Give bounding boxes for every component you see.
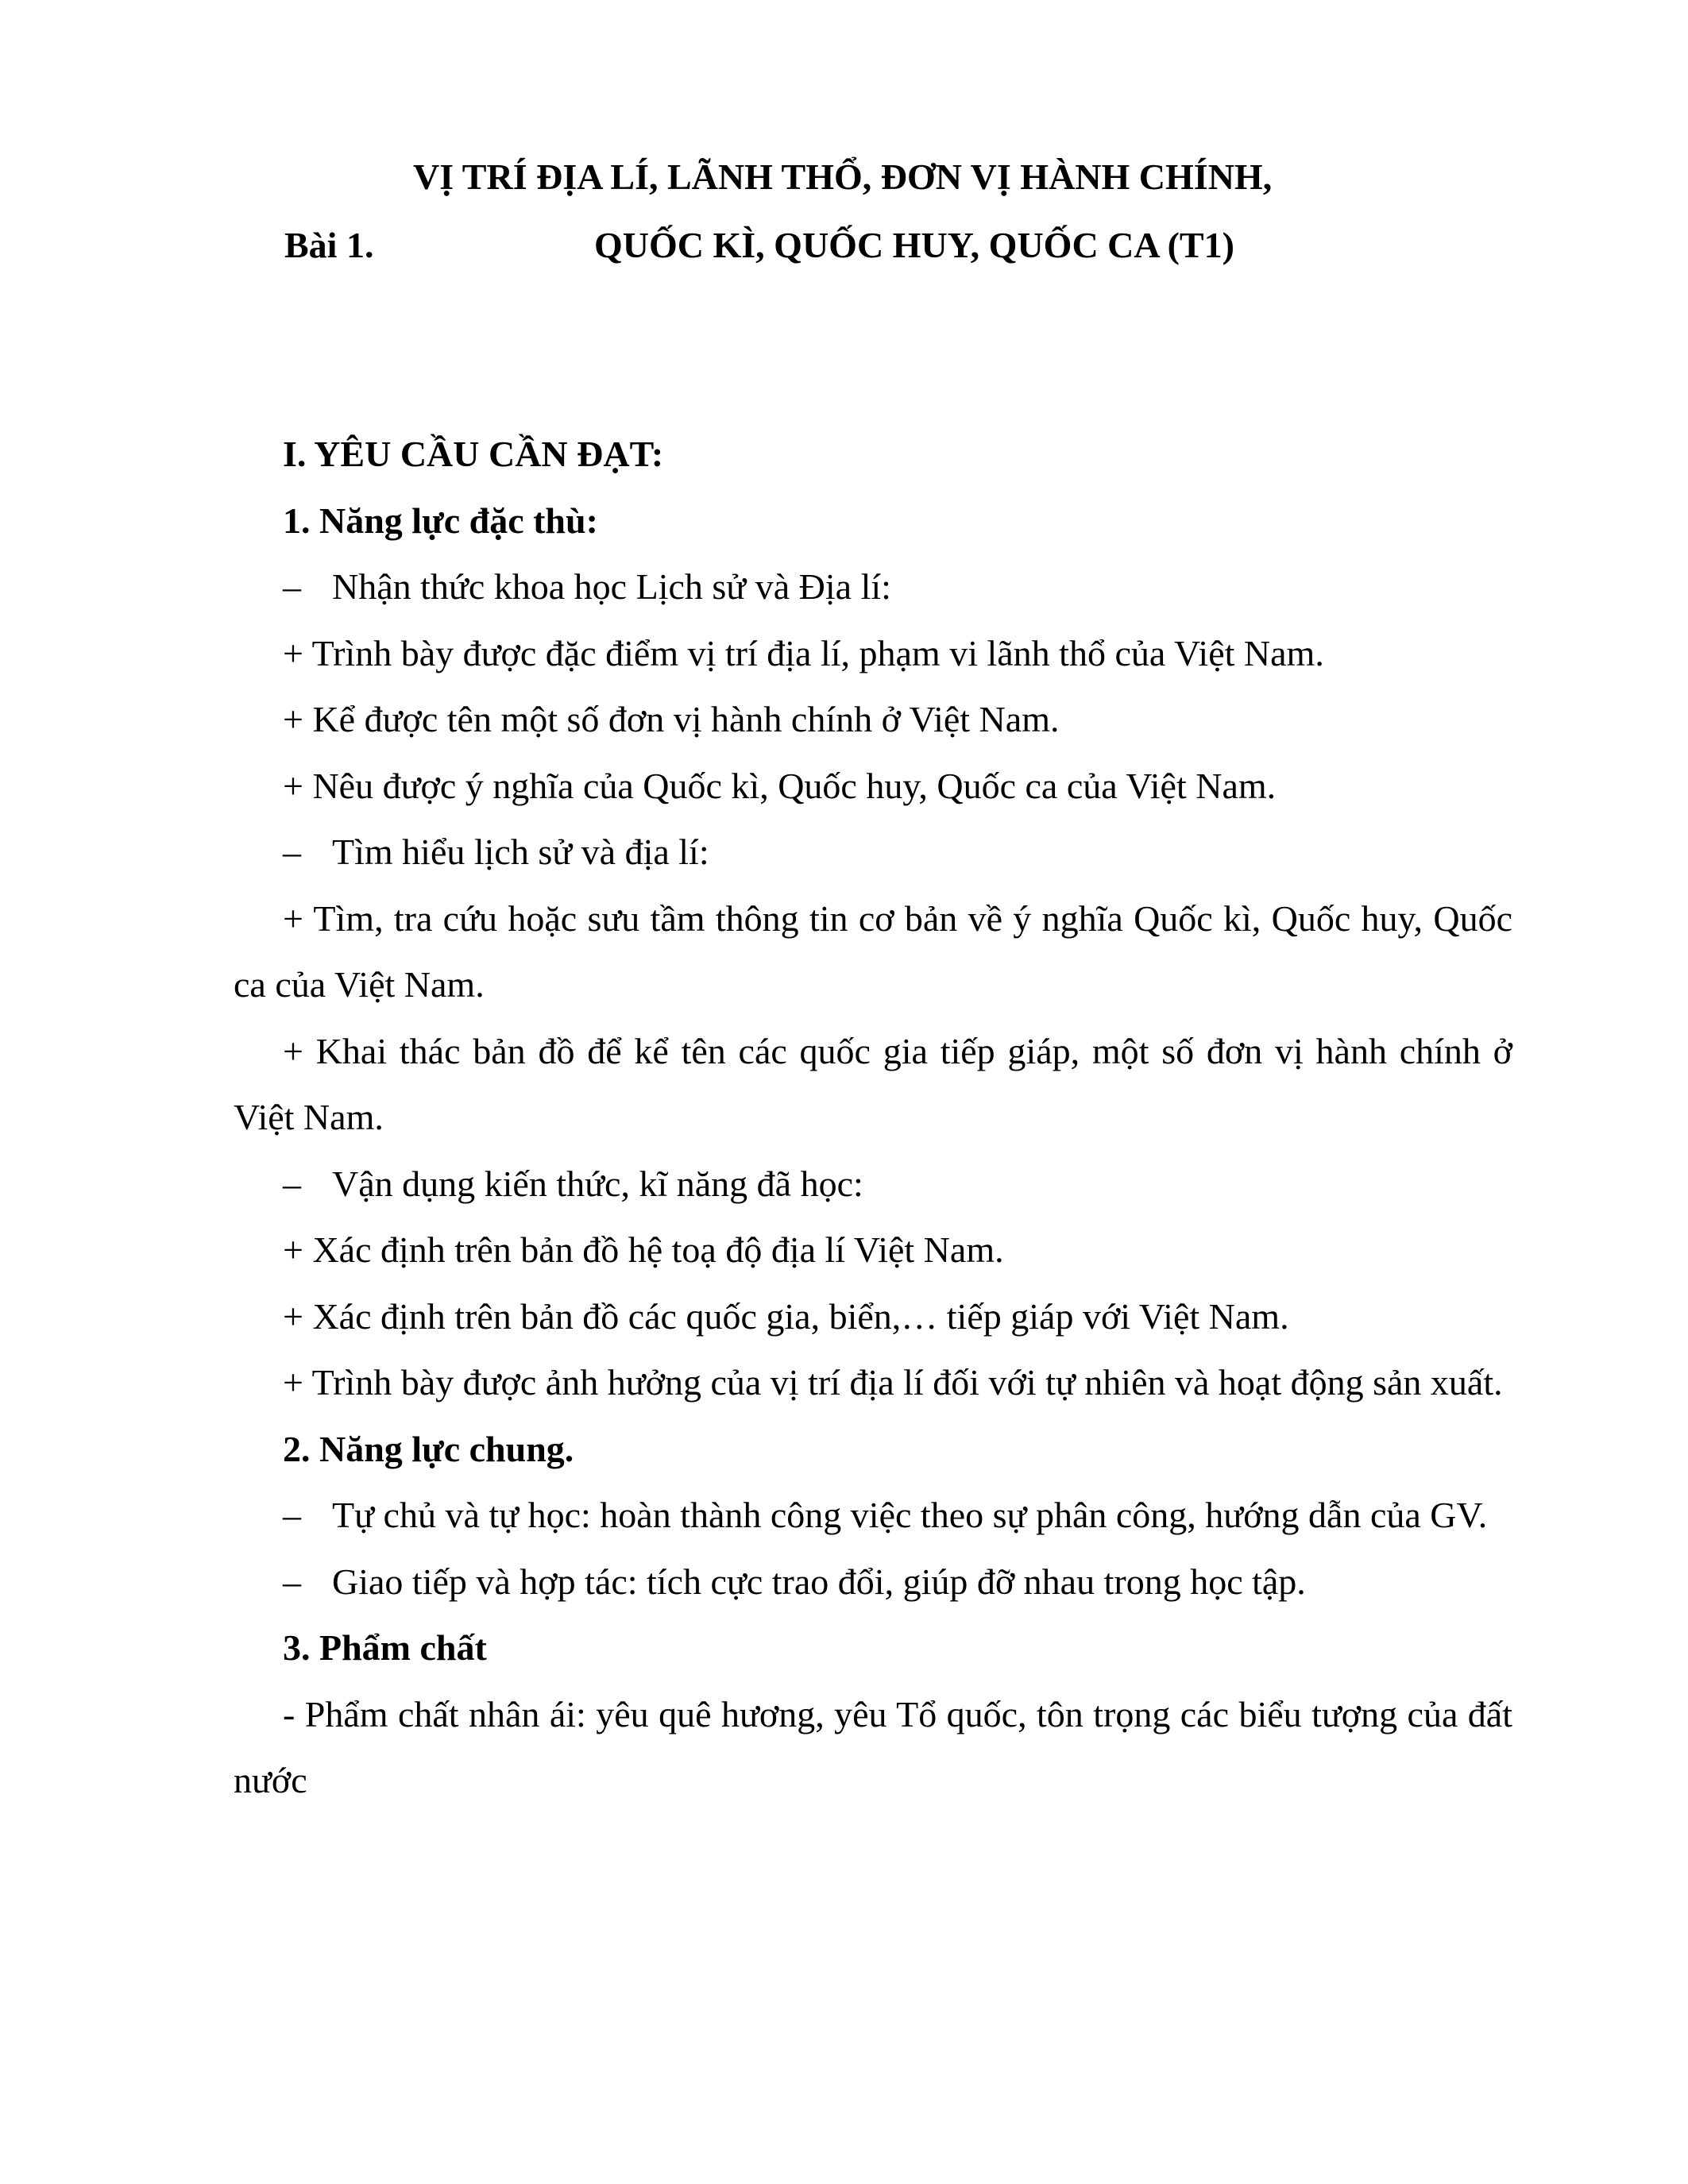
list-item: + Xác định trên bản đồ các quốc gia, biển,… tiếp giáp với Việt Nam. [283,1295,1289,1337]
list-item [234,1151,1512,1217]
dash-bullet: – [283,1561,301,1602]
subsection-heading-qualities: 3. Phẩm chất [283,1627,487,1668]
list-item: + Xác định trên bản đồ hệ toạ độ địa lí Việt Nam. [283,1229,1004,1270]
list-item [234,1549,1512,1615]
list-item: + Kể được tên một số đơn vị hành chính ở Việt Nam. [283,699,1060,739]
list-item: + Trình bày được ảnh hưởng của vị trí địa lí đối với tự nhiên và hoạt động sản xuất. [283,1362,1503,1403]
dash-bullet: – [283,1163,301,1204]
list-item: + Trình bày được đặc điểm vị trí địa lí, phạm vi lãnh thổ của Việt Nam. [283,632,1324,673]
list-item-text: Tự chủ và tự học: hoàn thành công việc theo sự phân công, hướng dẫn của GV. [332,1495,1488,1535]
subsection-heading-general-competence: 2. Năng lực chung. [283,1428,574,1469]
lesson-title-line1: VỊ TRÍ ĐỊA LÍ, LÃNH THỔ, ĐƠN VỊ HÀNH CHÍNH, [413,156,1273,197]
lesson-title-line2: QUỐC KÌ, QUỐC HUY, QUỐC CA (T1) [594,225,1234,265]
list-item-text: Nhận thức khoa học Lịch sử và Địa lí: [332,566,891,607]
list-item [234,819,1512,886]
lesson-number: Bài 1. [284,225,374,265]
list-item: + Khai thác bản đồ để kể tên các quốc gia tiếp giáp, một số đơn vị hành chính ở Việt Nam. [234,1030,1512,1137]
dash-bullet: – [283,1495,301,1535]
list-item-text: Vận dụng kiến thức, kĩ năng đã học: [332,1163,863,1204]
document-body [234,421,1512,1814]
list-item: + Tìm, tra cứu hoặc sưu tầm thông tin cơ bản về ý nghĩa Quốc kì, Quốc huy, Quốc ca của Việt Nam. [234,897,1512,1005]
list-item: - Phẩm chất nhân ái: yêu quê hương, yêu Tổ quốc, tôn trọng các biểu tượng của đất nước [234,1693,1512,1800]
list-item: + Nêu được ý nghĩa của Quốc kì, Quốc huy, Quốc ca của Việt Nam. [283,765,1277,806]
list-item [234,554,1512,620]
list-item-text: Tìm hiểu lịch sử và địa lí: [332,832,709,872]
subsection-heading-specific-competence: 1. Năng lực đặc thù: [283,500,598,541]
list-item [234,1482,1512,1549]
dash-bullet: – [283,832,301,872]
list-item-text: Giao tiếp và hợp tác: tích cực trao đổi, giúp đỡ nhau trong học tập. [332,1561,1306,1602]
dash-bullet: – [283,566,301,607]
section-heading-requirements: I. YÊU CẦU CẦN ĐẠT: [283,434,664,474]
